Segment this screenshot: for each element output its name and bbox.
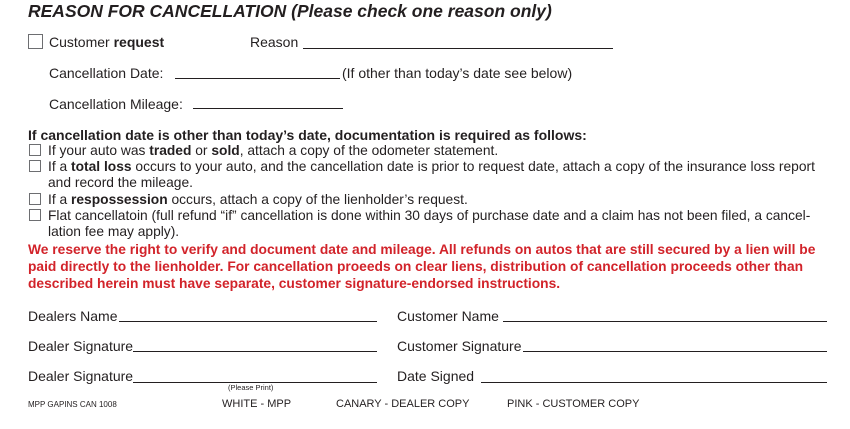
traded-sold-checkbox[interactable]: [29, 144, 41, 156]
customer-request-label: Customer request: [49, 34, 165, 50]
cancellation-mileage-label: Cancellation Mileage:: [49, 96, 183, 112]
notice-line-3: described herein must have separate, customer signature-endorsed instructions.: [28, 276, 561, 291]
reason-field[interactable]: [303, 48, 613, 49]
form-section-title: REASON FOR CANCELLATION (Please check one reason only): [28, 1, 552, 21]
total-loss-text: If a total loss occurs to your auto, and the cancellation date is prior to request date, attach a copy of the insurance loss report: [48, 159, 815, 174]
traded-sold-text: If your auto was traded or sold, attach a copy of the odometer statement.: [48, 143, 499, 158]
repossession-text: If a respossession occurs, attach a copy of the lienholder’s request.: [48, 192, 468, 207]
customer-request-checkbox[interactable]: [28, 34, 43, 49]
customer-signature-label: Customer Signature: [397, 338, 522, 354]
form-id: MPP GAPINS CAN 1008: [28, 400, 117, 409]
documentation-heading: If cancellation date is other than today’s date, documentation is required as follows:: [28, 127, 587, 143]
dealer-signature-label-1: Dealer Signature: [28, 338, 134, 354]
dealers-name-label: Dealers Name: [28, 308, 118, 324]
reason-label: Reason: [250, 34, 299, 50]
dealers-name-field[interactable]: [119, 321, 377, 322]
notice-line-2: paid directly to the lienholder. For cancellation proeeds on clear liens, distribution of cancellation proceeds other than: [28, 259, 804, 274]
repossession-checkbox[interactable]: [29, 193, 41, 205]
total-loss-text-line2: and record the mileage.: [48, 175, 193, 190]
white-copy-label: WHITE - MPP: [222, 398, 292, 410]
customer-signature-field[interactable]: [523, 351, 827, 352]
customer-name-field[interactable]: [503, 321, 827, 322]
flat-cancellation-text-line2: lation fee may apply).: [48, 224, 180, 239]
cancellation-date-label: Cancellation Date:: [49, 65, 164, 81]
date-signed-label: Date Signed: [397, 368, 475, 384]
flat-cancellation-checkbox[interactable]: [29, 209, 41, 221]
notice-line-1: We reserve the right to verify and document date and mileage. All refunds on autos that are still secured by a lien will be: [28, 242, 816, 257]
total-loss-checkbox[interactable]: [29, 160, 41, 172]
canary-copy-label: CANARY - DEALER COPY: [336, 398, 470, 410]
cancellation-date-note: (If other than today’s date see below): [342, 65, 573, 81]
dealer-signature-field-1[interactable]: [133, 351, 377, 352]
cancellation-date-field[interactable]: [175, 78, 340, 79]
customer-name-label: Customer Name: [397, 308, 499, 324]
pink-copy-label: PINK - CUSTOMER COPY: [507, 398, 640, 410]
date-signed-field[interactable]: [481, 382, 827, 383]
please-print-note: (Please Print): [228, 383, 274, 392]
dealer-signature-label-2: Dealer Signature: [28, 368, 134, 384]
cancellation-mileage-field[interactable]: [193, 108, 343, 109]
flat-cancellation-text: Flat cancellatoin (full refund “if” cancellation is done within 30 days of purchase date and a claim has not been filed, a cancel-: [48, 208, 811, 223]
